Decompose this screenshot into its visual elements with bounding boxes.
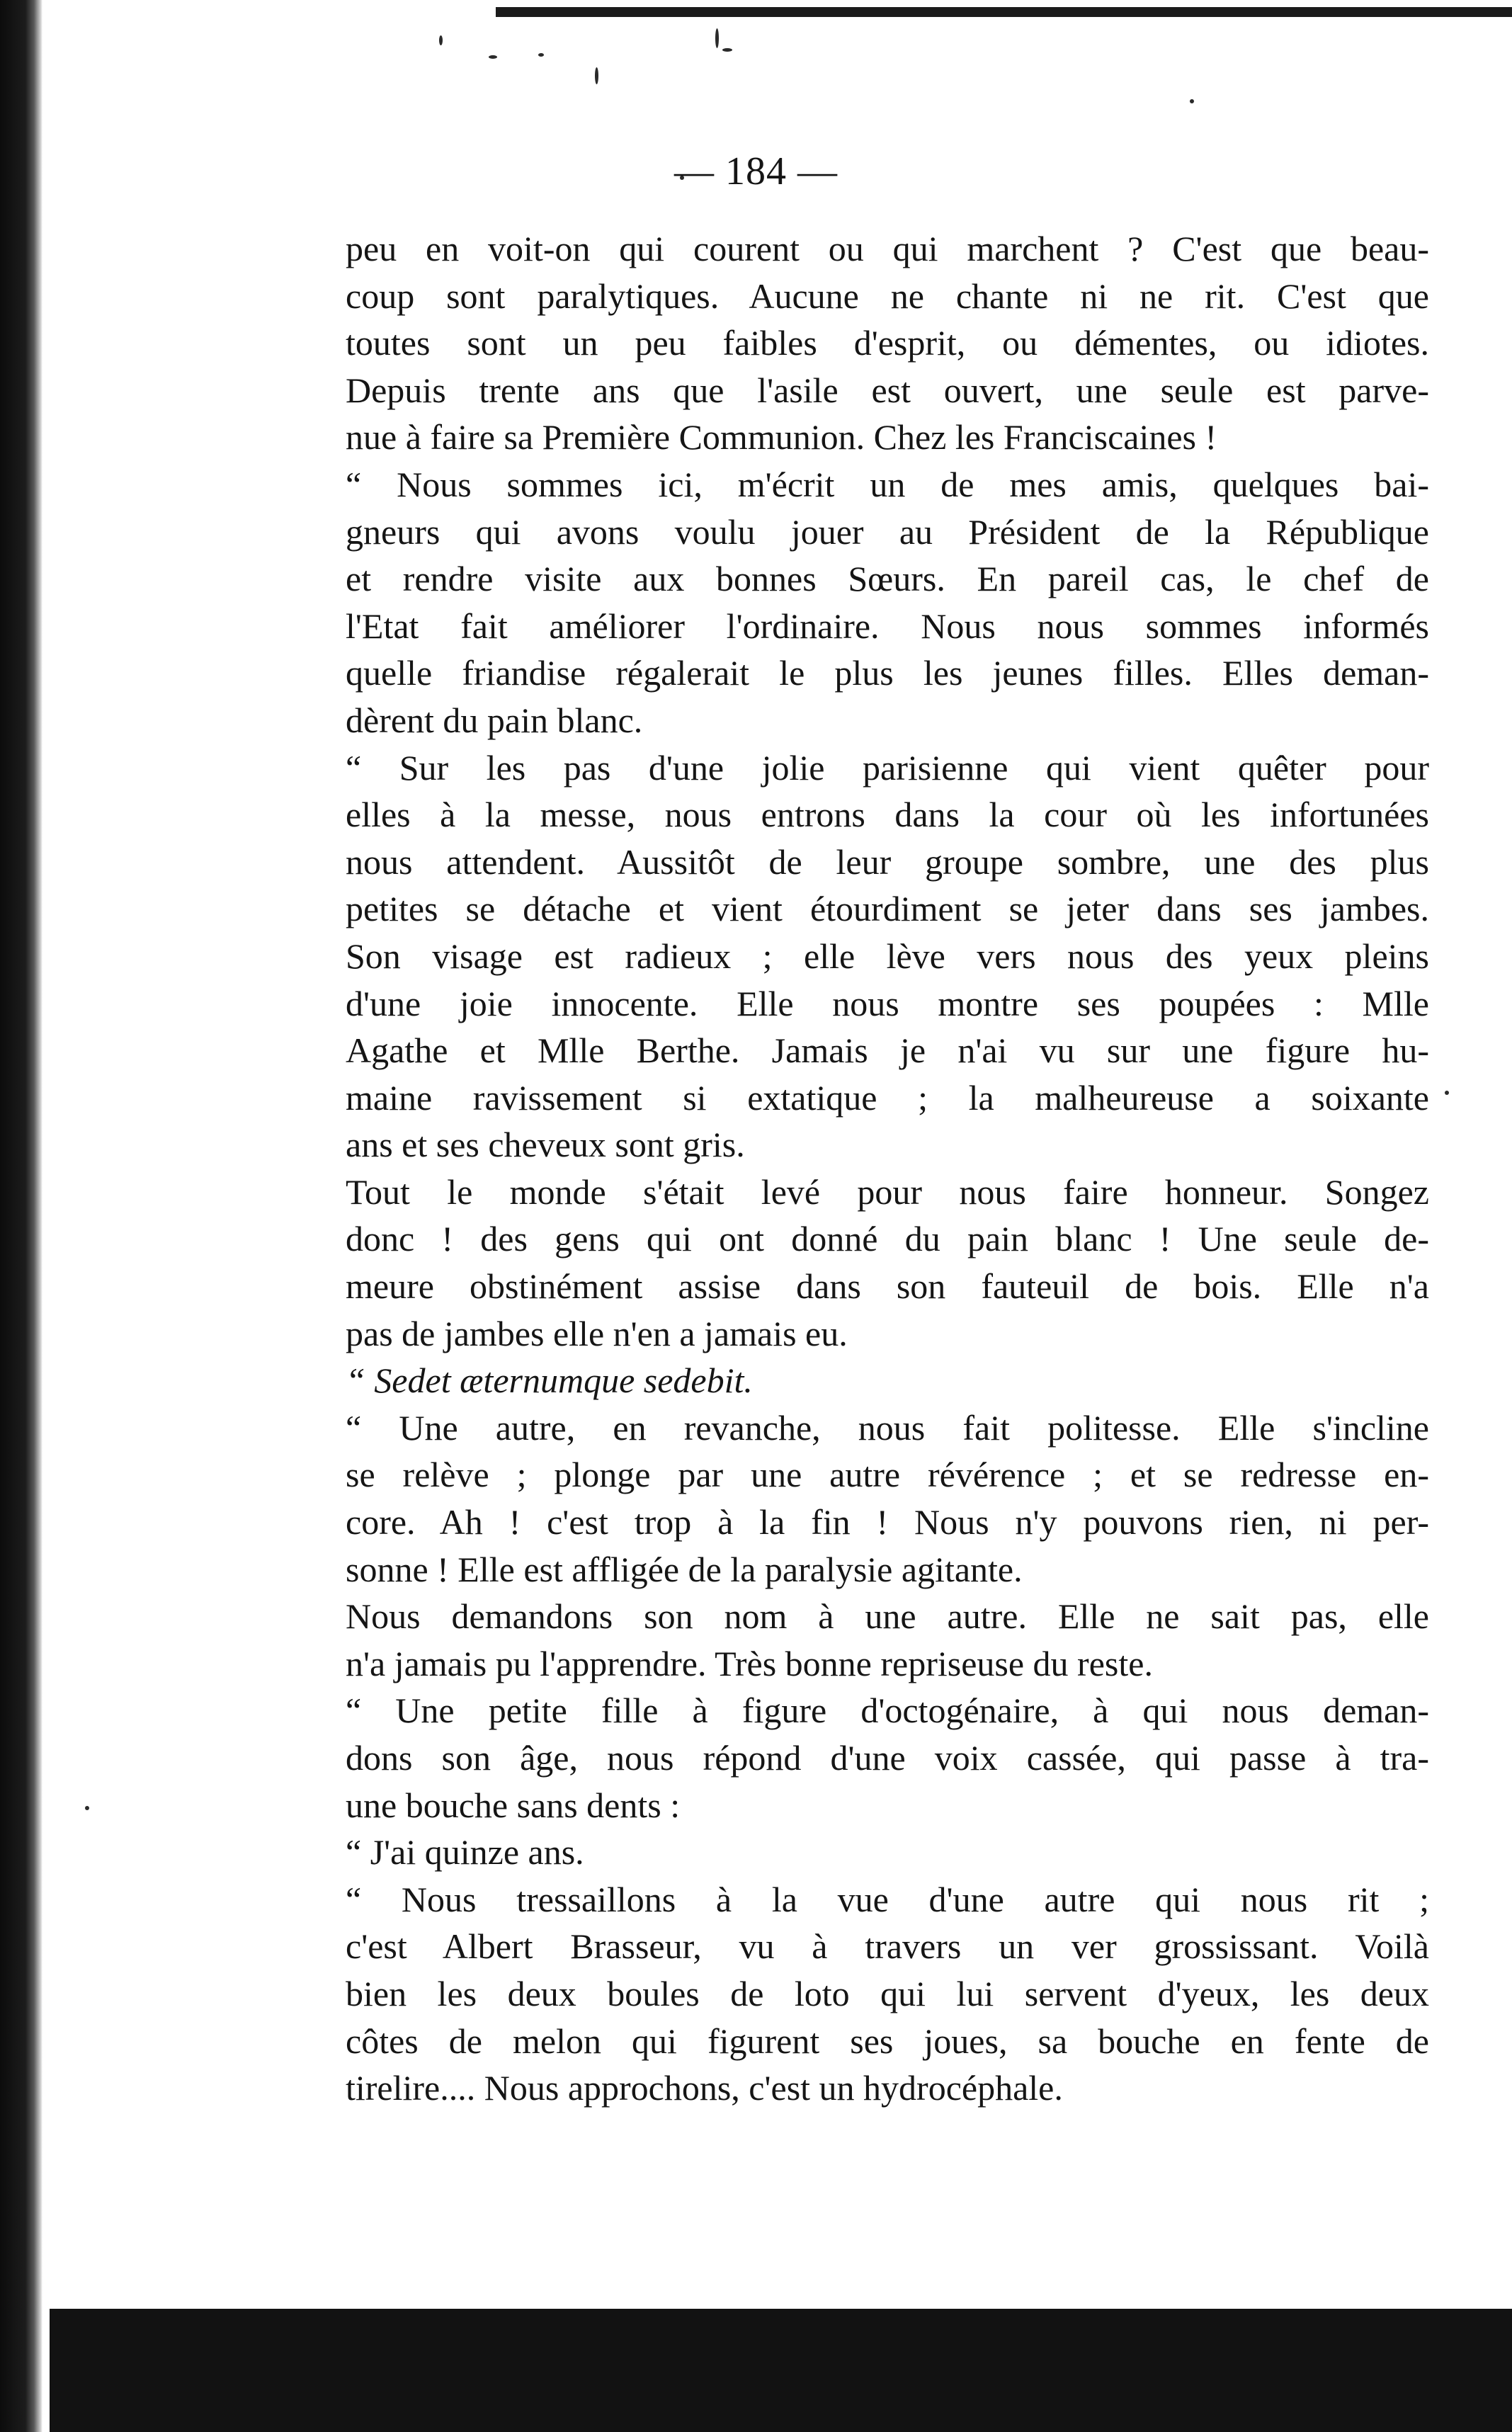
text-line: “ Une petite fille à figure d'octogénaire, à qui nous deman-	[346, 1691, 1429, 1731]
text-line: l'Etat fait améliorer l'ordinaire. Nous nous sommes informés	[346, 606, 1429, 646]
text-line: toutes sont un peu faibles d'esprit, ou démentes, ou idiotes.	[346, 323, 1429, 363]
scan-speck	[538, 53, 544, 57]
text-line: bien les deux boules de loto qui lui servent d'yeux, les deux	[346, 1973, 1429, 2013]
scan-speck	[1190, 99, 1194, 103]
text-line: et rendre visite aux bonnes Sœurs. En pareil cas, le chef de	[346, 559, 1429, 599]
text-line: Depuis trente ans que l'asile est ouvert, une seule est parve-	[346, 370, 1429, 410]
text-line: peu en voit-on qui courent ou qui marchent ? C'est que beau-	[346, 229, 1429, 268]
text-line: c'est Albert Brasseur, vu à travers un ver grossissant. Voilà	[346, 1926, 1429, 1967]
scan-speck	[439, 35, 443, 45]
text-line: Agathe et Mlle Berthe. Jamais je n'ai vu sur une figure hu-	[346, 1030, 1429, 1071]
text-line: “ J'ai quinze ans.	[346, 1832, 584, 1873]
text-line: core. Ah ! c'est trop à la fin ! Nous n'y pouvons rien, ni per-	[346, 1502, 1429, 1542]
text-line: “ Une autre, en revanche, nous fait politesse. Elle s'incline	[346, 1407, 1429, 1448]
text-line: nous attendent. Aussitôt de leur groupe sombre, une des plus	[346, 841, 1429, 882]
text-line: n'a jamais pu l'apprendre. Très bonne repriseuse du reste.	[346, 1643, 1153, 1683]
text-line: nue à faire sa Première Communion. Chez les Franciscaines !	[346, 417, 1217, 458]
text-line: gneurs qui avons voulu jouer au Président de la République	[346, 511, 1429, 552]
text-line: Nous demandons son nom à une autre. Elle ne sait pas, elle	[346, 1596, 1429, 1637]
text-line: quelle friandise régalerait le plus les jeunes filles. Elles deman-	[346, 653, 1429, 693]
text-line: “ Nous sommes ici, m'écrit un de mes amis, quelques bai-	[346, 464, 1429, 504]
page-number: — 184 —	[674, 149, 838, 193]
text-line: petites se détache et vient étourdiment se jeter dans ses jambes.	[346, 889, 1429, 929]
scan-bottom-edge	[50, 2309, 1512, 2432]
text-line: ans et ses cheveux sont gris.	[346, 1125, 745, 1165]
text-line: dèrent du pain blanc.	[346, 700, 643, 740]
text-line: coup sont paralytiques. Aucune ne chante ni ne rit. C'est que	[346, 275, 1429, 316]
body-text	[346, 225, 1429, 2112]
scan-speck	[595, 67, 598, 84]
text-line: dons son âge, nous répond d'une voix cassée, qui passe à tra-	[346, 1738, 1429, 1778]
scan-speck	[85, 1806, 89, 1810]
text-line: se relève ; plonge par une autre révérence ; et se redresse en-	[346, 1455, 1429, 1495]
text-line: donc ! des gens qui ont donné du pain blanc ! Une seule de-	[346, 1219, 1429, 1259]
scan-speck	[489, 55, 497, 59]
text-line: côtes de melon qui figurent ses joues, sa bouche en fente de	[346, 2021, 1429, 2061]
text-line: Son visage est radieux ; elle lève vers nous des yeux pleins	[346, 936, 1429, 976]
text-line: Tout le monde s'était levé pour nous faire honneur. Songez	[346, 1171, 1429, 1212]
scan-speck	[1445, 1091, 1449, 1095]
text-line: elles à la messe, nous entrons dans la cour où les infortunées	[346, 795, 1429, 835]
text-line: meure obstinément assise dans son fauteuil de bois. Elle n'a	[346, 1266, 1429, 1307]
text-line: “ Sedet æternumque sedebit.	[346, 1360, 753, 1401]
book-spine-shadow	[0, 0, 42, 2432]
scan-top-edge	[496, 7, 1512, 17]
text-line: pas de jambes elle n'en a jamais eu.	[346, 1313, 848, 1353]
text-line: sonne ! Elle est affligée de la paralysie agitante.	[346, 1549, 1023, 1589]
text-line: tirelire.... Nous approchons, c'est un hydrocéphale.	[346, 2068, 1063, 2108]
text-line: “ Nous tressaillons à la vue d'une autre qui nous rit ;	[346, 1879, 1429, 1919]
scan-speck	[715, 28, 719, 48]
text-line: maine ravissement si extatique ; la malheureuse a soixante	[346, 1077, 1429, 1118]
scan-speck	[722, 48, 732, 52]
text-line: d'une joie innocente. Elle nous montre ses poupées : Mlle	[346, 983, 1429, 1023]
text-line: une bouche sans dents :	[346, 1785, 681, 1825]
text-line: “ Sur les pas d'une jolie parisienne qui vient quêter pour	[346, 747, 1429, 788]
